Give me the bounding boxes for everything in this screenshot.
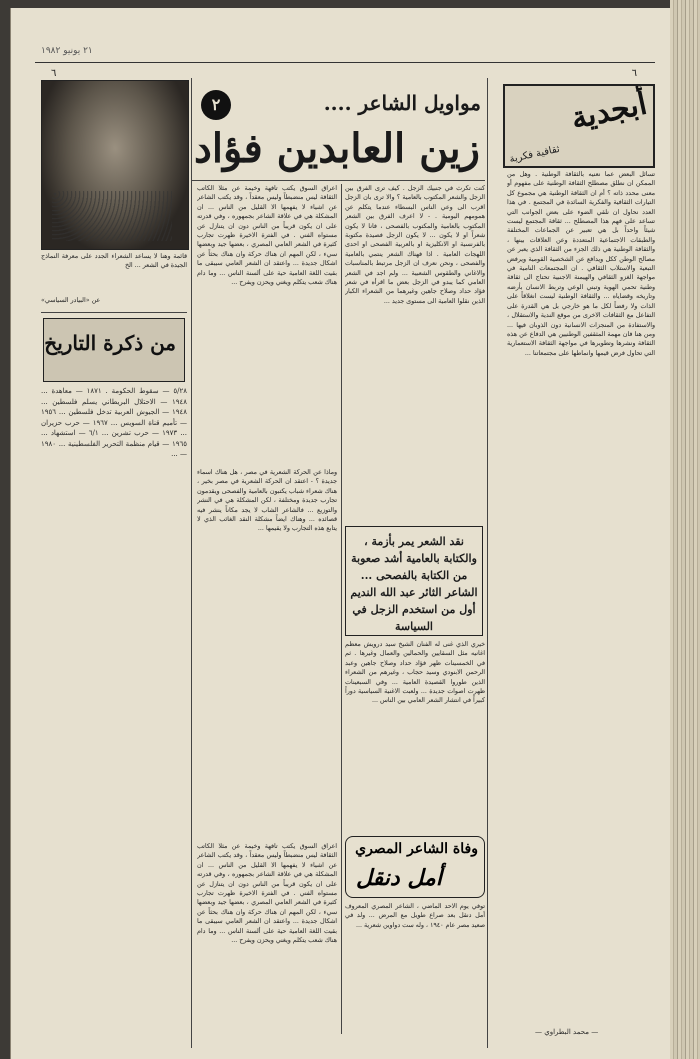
photo-caption: قائمة وهنا لا يساعد الشعراء الجدد على معرفة النماذج الجيدة في الشعر ... الخ (41, 253, 187, 270)
page-number-right: ٦ (631, 68, 637, 79)
dateline: ٢١ يونيو ١٩٨٢ (41, 46, 93, 56)
series-number-badge: ٢ (201, 90, 231, 120)
newspaper-page (10, 8, 671, 1059)
pull-quote-box (345, 526, 483, 636)
history-title: من ذكرة التاريخ (44, 331, 176, 355)
pull-quote: نقد الشعر يمر بأزمة ، والكتابة بالعامية أشد صعوبة من الكتابة بالفصحى ... الشاعر الثائر عبد الله النديم أول من استخدم الزجل في السياسة (350, 535, 478, 633)
photo-pattern (52, 191, 172, 241)
obituary-header (345, 836, 485, 898)
column-rule-right (487, 78, 488, 1048)
caption-source: عن «البيادر السياسي» (41, 297, 101, 304)
abjadiya-logo (503, 84, 655, 168)
column-rule-mid (341, 184, 342, 1034)
page-number-left: ٦ (51, 68, 57, 79)
top-rule (35, 62, 655, 63)
obituary-body: توفي يوم الاحد الماضي ، الشاعر المصري المعروف أمل دنقل بعد صراع طويل مع المرض ... ولد في صعيد مصر عام ١٩٤٠ ، وله ست دواوين شعرية ... (345, 903, 485, 929)
headline-rule (191, 180, 485, 181)
series-label: مواويل الشاعر .... (323, 91, 481, 115)
left-rule (41, 312, 187, 313)
obituary-title: وفاة الشاعر المصري (355, 841, 478, 857)
obituary-name: أمل دنقل (356, 865, 442, 891)
article-column-2-tail: اعراق السوق يكتب تافهة وخيمة عن مثلا الكاتب الثقافة ليس منضبطاً وليس معقداً ، وقد يكتب الشاعر عن اشياء لا يفهمها الا القليل من الناس ... ان المشكلة هي في علاقة الشاعر بجمهوره ، وفي قدرته على ان يكون قريباً من الناس دون ان يتنازل عن مستواه الفني . في الفترة الاخيرة ظهرت تجارب كثيرة في الشعر العامي المصري ، بعضها جيد وبعضها سيء ، لكن المهم ان هناك حركة وان هناك بحثاً عن اشكال جديدة ... واعتقد ان الشعر العامي سيبقى ما بقيت اللغة العامية حية على ألسنة الناس ... وما دام هناك شعب يتكلم ويغني ويحزن ويفرح ... (197, 843, 337, 945)
article-column-2: اعراق السوق يكتب تافهة وخيمة عن مثلا الكاتب الثقافة ليس منضبطاً وليس معقداً ، وقد يكتب الشاعر عن اشياء لا يفهمها الا القليل من الناس ... ان المشكلة هي في علاقة الشاعر بجمهوره ، وفي قدرته على ان يكون قريباً من الناس دون ان يتنازل عن مستواه الفني . في الفترة الاخيرة ظهرت تجارب كثيرة في الشعر العامي المصري ، بعضها جيد وبعضها سيء ، لكن المهم ان هناك حركة وان هناك بحثاً عن اشكال جديدة ... واعتقد ان الشعر العامي سيبقى ما بقيت اللغة العامية حية على ألسنة الناس ... وما دام هناك شعب يتكلم ويغني ويحزن ويفرح ... (197, 185, 337, 287)
logo-subtitle: ثقافية فكرية (508, 143, 561, 166)
history-box (43, 318, 185, 382)
logo-title: أبجدية (567, 86, 650, 137)
abjadiya-body: تسائل البعض عما نعنيه بالثقافة الوطنية . وهل من الممكن ان نطلق مصطلح الثقافة الوطنية على مفهوم أو معنى محدد ذاته ؟ أم ان الثقافة الوطنية هي مجموع كل التيارات الثقافية والفكرية السائدة في المجتمع . في هذا العدد نحاول ان نلقي الضوء على بعض الجوانب التي تساعد على فهم هذا المصطلح ... ثقافة المجتمع ليست شيئاً واحداً بل هي تعبير عن الجماعات المختلفة والطبقات الاجتماعية المتعددة وعن العلاقات بينها ، والثقافة الوطنية هي ذلك الجزء من الثقافة الذي يعبر عن مصالح الوطن ككل ويدافع عن الشخصية القومية ويرفض التبعية والاستلاب الثقافي . ان المجتمعات النامية في مواجهة الغزو الثقافي والهيمنة الاجنبية تحتاج الى ثقافة وطنية تحمي الهوية وتبني الوعي وتربط الانسان بأرضه وتاريخه وقضاياه ... والثقافة الوطنية ليست انغلاقاً على الذات ولا رفضاً لكل ما هو خارجي بل هي القدرة على التفاعل مع الثقافات الاخرى من موقع الندية والاستقلال ، والاستفادة من المنجزات الانسانية دون الذوبان فيها ... ومن هنا فان مهمة المثقفين الوطنيين هي الدفاع عن هذه الثقافة ونشرها وتطويرها في مواجهة الثقافة الاستعمارية التي تحاول فرض قيمها وانماطها على مجتمعاتنا ... (507, 171, 655, 357)
article-headline: زين العابدين فؤاد (194, 125, 480, 172)
article-column-1-lower: خيري الذي غنى له الفنان الشيخ سيد درويش معظم اغانيه مثل السقايين والحمالين والعمال وغيرها . ثم في الخمسينات ظهر فؤاد حداد وصلاح جاهين وعبد الرحمن الابنودي وسيد حجاب ، وغيرهم من الشعراء الذين طوروا القصيدة العامية ... وفي السبعينات ظهرت اصوات جديدة ... ولعبت الاغنية السياسية دوراً كبيراً في انتشار الشعر العامي بين الناس ... (345, 641, 485, 705)
portrait-photo (41, 80, 189, 250)
article-column-1: كنت تكرث في جنبيك الزجل . كيف ترى الفرق بين الزجل والشعر المكتوب بالعامية ؟ والا ترى بان الزجل اقرب الى وعي الناس البسطاء عندما يتكلم عن همومهم اليومية . - لا اعرف الفرق بين الشعر المكتوب بالعامية والمكتوب بالفصحى ، فانا لا يكون شعراً او لا يكون ... لا يكون الزجل فصيدة مكتوبة بالفرنسية او الانكليزية او بالعربية الفصحى او احدى اللهجات العامية . اذا فهناك الشعر ينتمي بالعامية والفصحى ، ونحن نعرف ان الزجل مرتبط بالمناسبات والاغاني والطقوس الشعبية ... ولم اجد في الشعر العامي كما يبدو في الزجل بعض ما اقرأه في شعر فؤاد حداد وصلاح جاهين وغيرهما من الشعراء الكبار الذين نقلوا العامية الى مستوى جديد ... (345, 185, 485, 305)
column-rule-left (191, 78, 192, 1048)
page-stack-edges (670, 0, 700, 1059)
article-column-2-lower: وماذا عن الحركة الشعرية في مصر ، هل هناك اسماء جديدة ؟ - اعتقد ان الحركة الشعرية في مصر بخير ، هناك شعراء شباب يكتبون بالعامية والفصحى ويقدمون تجارب جديدة ومختلفة ، لكن المشكلة هي في النشر والتوزيع ... فالشاعر الشاب لا يجد مكاناً ينشر فيه قصائده ... وهناك ايضاً مشكلة النقد الغائب الذي لا يتابع هذه التجارب ولا يقيمها ... (197, 469, 337, 533)
history-dates: ٥/٢٨ — سقوط الحكومة . ١٨٧١ — معاهدة ... ١٩٤٨ — الاحتلال البريطاني يسلم فلسطين ... ١٩٤٨ — الجيوش العربية تدخل فلسطين ... ١٩٥٦ — تأميم قناة السويس ... ١٩٦٧ — حرب حزيران ... ١٩٧٣ — حرب تشرين ... ٦/١ — استشهاد ... ١٩٦٥ — قيام منظمة التحرير الفلسطينية ... ١٩٨٠ — ... (41, 387, 187, 458)
abjadiya-signature: — محمد البطراوي — (535, 1028, 599, 1036)
